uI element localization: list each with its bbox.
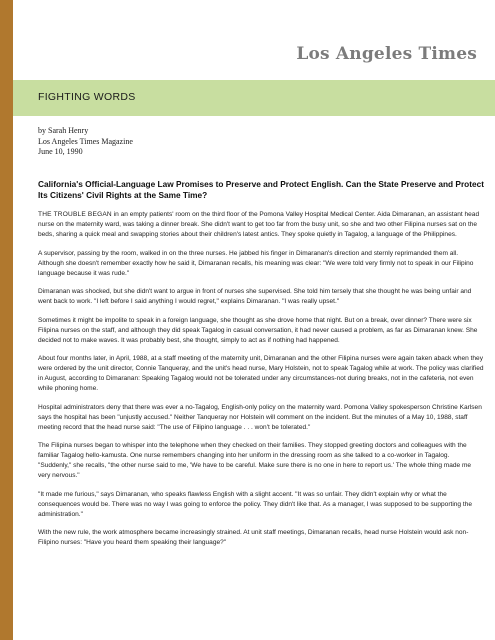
- article-paragraph: "It made me furious," says Dimaranan, who speaks flawless English with a slight accent. "It was so unfair. They didn't explain why or what the consequences would be. There was no way I was going to enforce the policy. They didn't like that. As a manager, I was supposed to be supporting the administration.": [38, 490, 472, 518]
- article-body: [38, 179, 484, 557]
- byline-author: by Sarah Henry: [38, 126, 89, 135]
- article-headline: California's Official-Language Law Promises to Preserve and Protect English. Can the State Preserve and Protect Its Citizens' Civil Rights at the Same Time?: [38, 179, 484, 200]
- article-paragraph: A supervisor, passing by the room, walked in on the three nurses. He jabbed his finger in Dimaranan's direction and sternly reprimanded them all. Although she doesn't remember exactly how he said it, Dimaranan recalls, his meaning was clear: "We were told very firmly not to speak in our Filipino language because it was rude.": [38, 249, 474, 277]
- byline-publication: Los Angeles Times Magazine: [38, 136, 133, 146]
- byline-date: June 10, 1990: [38, 147, 83, 157]
- section-title: FIGHTING WORDS: [38, 91, 136, 103]
- article-paragraph: Hospital administrators deny that there was ever a no-Tagalog, English-only policy on the maternity ward. Pomona Valley spokesperson Christine Karlsen says the hospital has been "unjustly accused." Neither Tanqueray nor Holstein will comment on the incident. But the minutes of a May 10, 1988, staff meeting record that the head nurse said: "The use of Filipino language . . . won't be tolerated.": [38, 403, 482, 431]
- byline: [38, 126, 133, 158]
- paragraph-text: in an empty patients' room on the third floor of the Pomona Valley Hospital Medical Center. Aida Dimaranan, an assistant head nurse on the maternity ward, was taking a dinner break. She didn't want to get too far from the busy unit, so she and two other Filipina nurses sat on the beds, sharing a quick meal and swapping stories about their children's latest antics. They spoke quietly in Tagalog, a language of the Philippines.: [38, 211, 480, 238]
- article-paragraph: The Filipina nurses began to whisper into the telephone when they checked on their families. They stopped greeting doctors and colleagues with the familiar Tagalog hello-kamusta. One nurse remembers changing into her uniform in the dressing room as she talked to a co-worker in Tagalog. "Suddenly," she recalls, "the other nurse said to me, 'We have to be careful. Make sure there is no one in here to report us.' The whole thing made me very nervous.": [38, 442, 472, 479]
- lead-in: THE TROUBLE BEGAN: [38, 211, 112, 218]
- article-paragraph: Dimaranan was shocked, but she didn't want to argue in front of nurses she supervised. She told him tersely that she thought he was being unfair and went back to work. "I left before I said anything I would regret," explains Dimaranan. "I was really upset.": [38, 288, 472, 305]
- article-paragraph: About four months later, in April, 1988, at a staff meeting of the maternity unit, Dimaranan and the other Filipina nurses were again taken aback when they were ordered by the unit director, Connie Tanqueray, and the unit's head nurse, Mary Holstein, not to speak Tagalog while at work. The policy was clarified in August, according to Dimaranan: Speaking Tagalog would not be tolerated under any circumstances-not during breaks, not in the cafeteria, not even while phoning home.: [38, 355, 484, 392]
- article-paragraph: With the new rule, the work atmosphere became increasingly strained. At unit staff meetings, Dimaranan recalls, head nurse Holstein would ask non-Filipino nurses: "Have you heard them speaking their language?": [38, 529, 469, 546]
- article-paragraph: Sometimes it might be impolite to speak in a foreign language, she thought as she drove home that night. But on a break, over dinner? There were six Filipina nurses on the staff, and although they did speak Tagalog in casual conversation, it had never caused a problem, as far as Dimaranan knew. She decided not to make waves. It was probably best, she thought, simply to act as if nothing had happened.: [38, 316, 478, 344]
- masthead-logo: Los Angeles Times: [296, 44, 477, 64]
- article-paragraph: [38, 210, 484, 240]
- left-accent-bar: [0, 0, 13, 640]
